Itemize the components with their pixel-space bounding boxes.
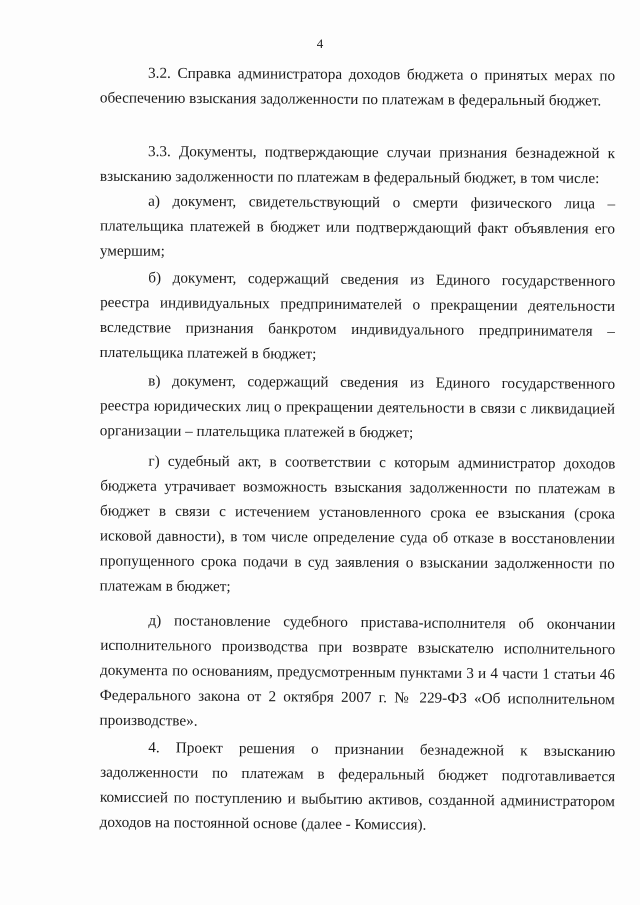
list-item-g: г) судебный акт, в соответствии с которым администратор доходов бюджета утрачивает возможность взыскания задолженности по платежам в бюджет в связи с истечением установленного срока ее взыскания (срока исковой давности), в том числе определение суда об отказе в восстановлении пропущенного срока подачи в суд заявления о взыскании задолженности по платежам в бюджет; — [99, 452, 616, 596]
list-item-d: д) постановление судебного пристава-исполнителя об окончании исполнительного производства при возврате взыскателю исполнительного документа по основаниям, предусмотренным пунктами 3 и 4 части 1 статьи 46 Федерального закона от 2 октября 2007 г. № 229-ФЗ «Об исполнительном производстве». — [99, 612, 616, 730]
paragraph-4: 4. Проект решения о признании безнадежной к взысканию задолженности по платежам в федеральный бюджет подготавливается комиссией по поступлению и выбытию активов, созданной администратором доходов на постоянной основе (далее - Комиссия). — [99, 739, 616, 834]
list-item-a: а) документ, свидетельствующий о смерти физического лица – плательщика платежей в бюджет или подтверждающий факт объявления его умершим; — [99, 192, 616, 260]
page-number: 4 — [316, 36, 324, 51]
list-item-v: в) документ, содержащий сведения из Единого государственного реестра юридических лиц о прекращении деятельности в связи с ликвидацией организации – плательщика платежей в бюджет; — [99, 372, 616, 442]
list-item-b: б) документ, содержащий сведения из Единого государственного реестра индивидуальных предпринимателей о прекращении деятельности вследствие признания банкротом индивидуального предпринимателя – плательщика платежей в бюджет; — [99, 269, 616, 363]
paragraph-3-3: 3.3. Документы, подтверждающие случаи признания безнадежной к взысканию задолженности по платежам в федеральный бюджет, в том числе: — [99, 143, 616, 188]
paragraph-3-2: 3.2. Справка администратора доходов бюджета о принятых мерах по обеспечению взыскания задолженности по платежам в федеральный бюджет. — [99, 64, 616, 110]
